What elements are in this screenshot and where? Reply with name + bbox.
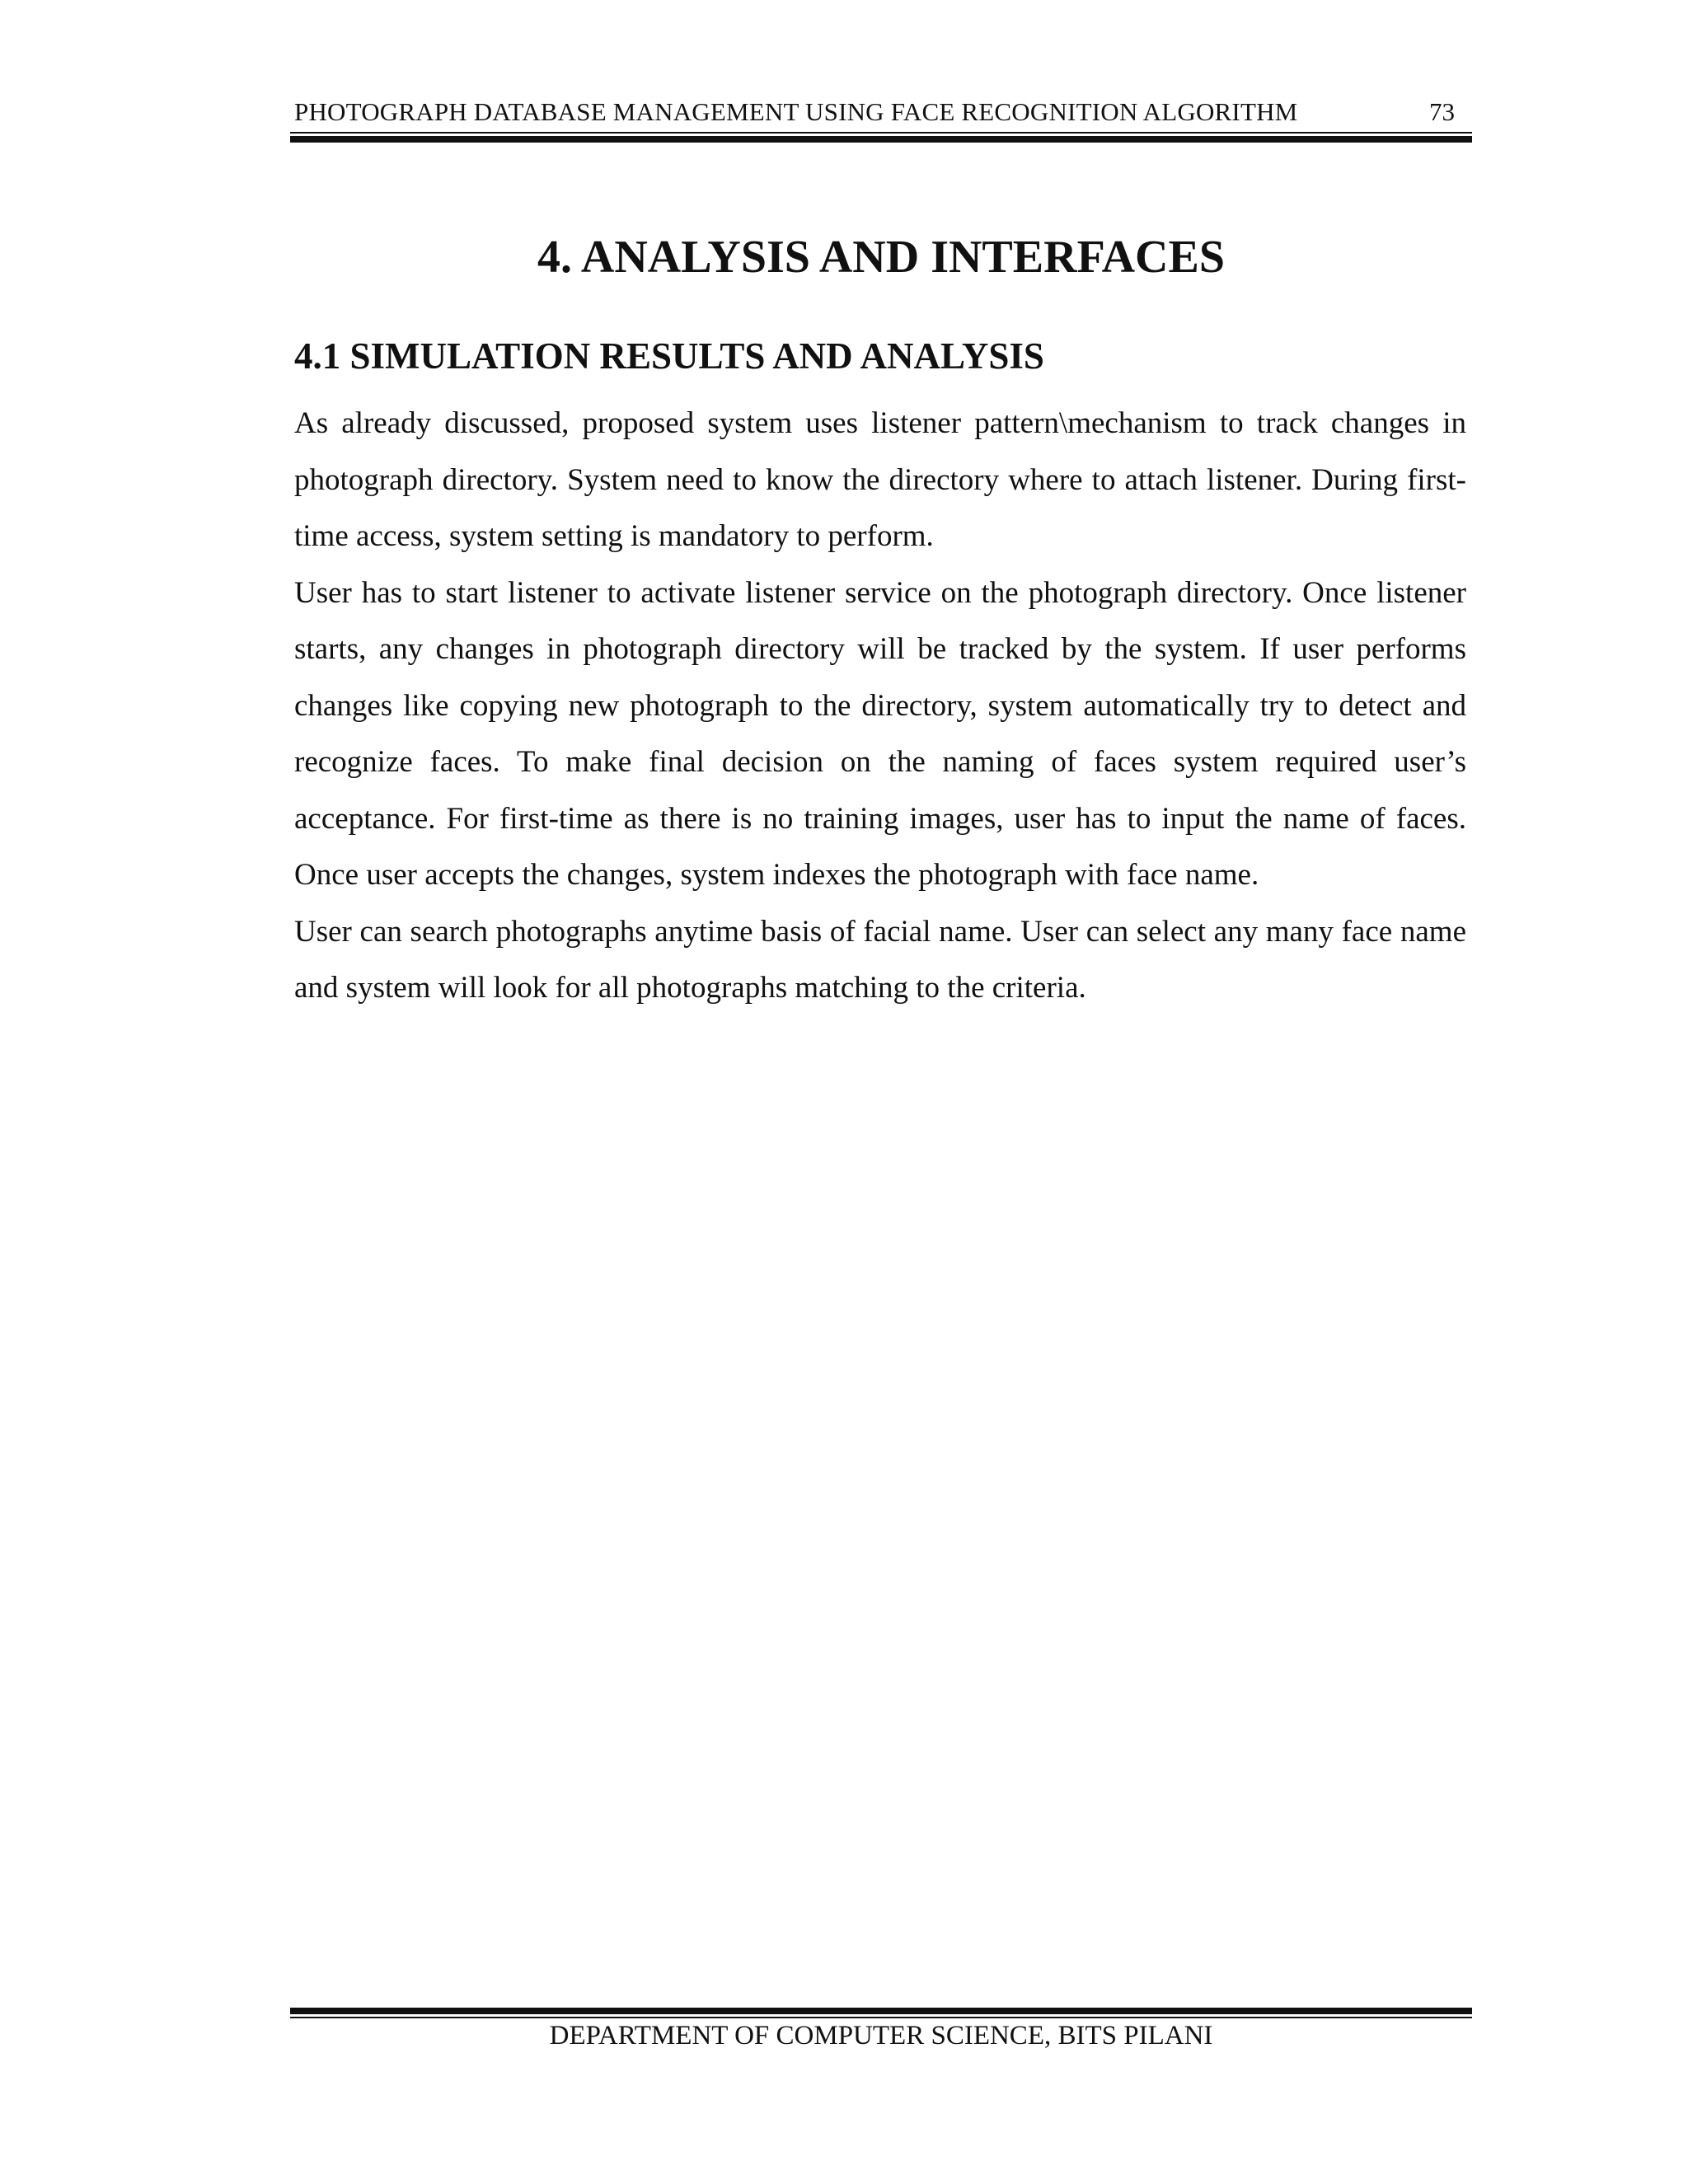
paragraph-listener-workflow: User has to start listener to activate listener service on the photograph directory. Once listener starts, any changes in photograph directory will be tracked by the system. If user performs changes like copying new photograph to the directory, system automatically try to detect and recognize faces. To make final decision on the naming of faces system required user’s acceptance. For first-time as there is no training images, user has to input the name of faces. Once user accepts the changes, system indexes the photograph with face name. xyxy=(294,575,1466,892)
section-title: 4.1 SIMULATION RESULTS AND ANALYSIS xyxy=(294,335,1044,377)
body-text xyxy=(294,396,1466,1017)
footer-rule-thick xyxy=(290,2008,1472,2014)
paragraph-listener-intro: As already discussed, proposed system uses listener pattern\mechanism to track changes in photograph directory. System need to know the directory where to attach listener. During first-time access, system setting is mandatory to perform. xyxy=(294,406,1466,553)
header-title: PHOTOGRAPH DATABASE MANAGEMENT USING FACE RECOGNITION ALGORITHM xyxy=(294,97,1298,126)
running-header xyxy=(293,97,1471,134)
header-rule-thick xyxy=(290,136,1472,143)
paragraph-search: User can search photographs anytime basis of facial name. User can select any many face name and system will look for all photographs matching to the criteria. xyxy=(294,914,1466,1005)
header-rule-thin xyxy=(290,132,1472,134)
chapter-title: 4. ANALYSIS AND INTERFACES xyxy=(537,232,1225,283)
page-number: 73 xyxy=(1429,97,1455,126)
running-footer: DEPARTMENT OF COMPUTER SCIENCE, BITS PILANI xyxy=(549,2021,1213,2050)
footer-rule-thin xyxy=(290,2017,1472,2018)
